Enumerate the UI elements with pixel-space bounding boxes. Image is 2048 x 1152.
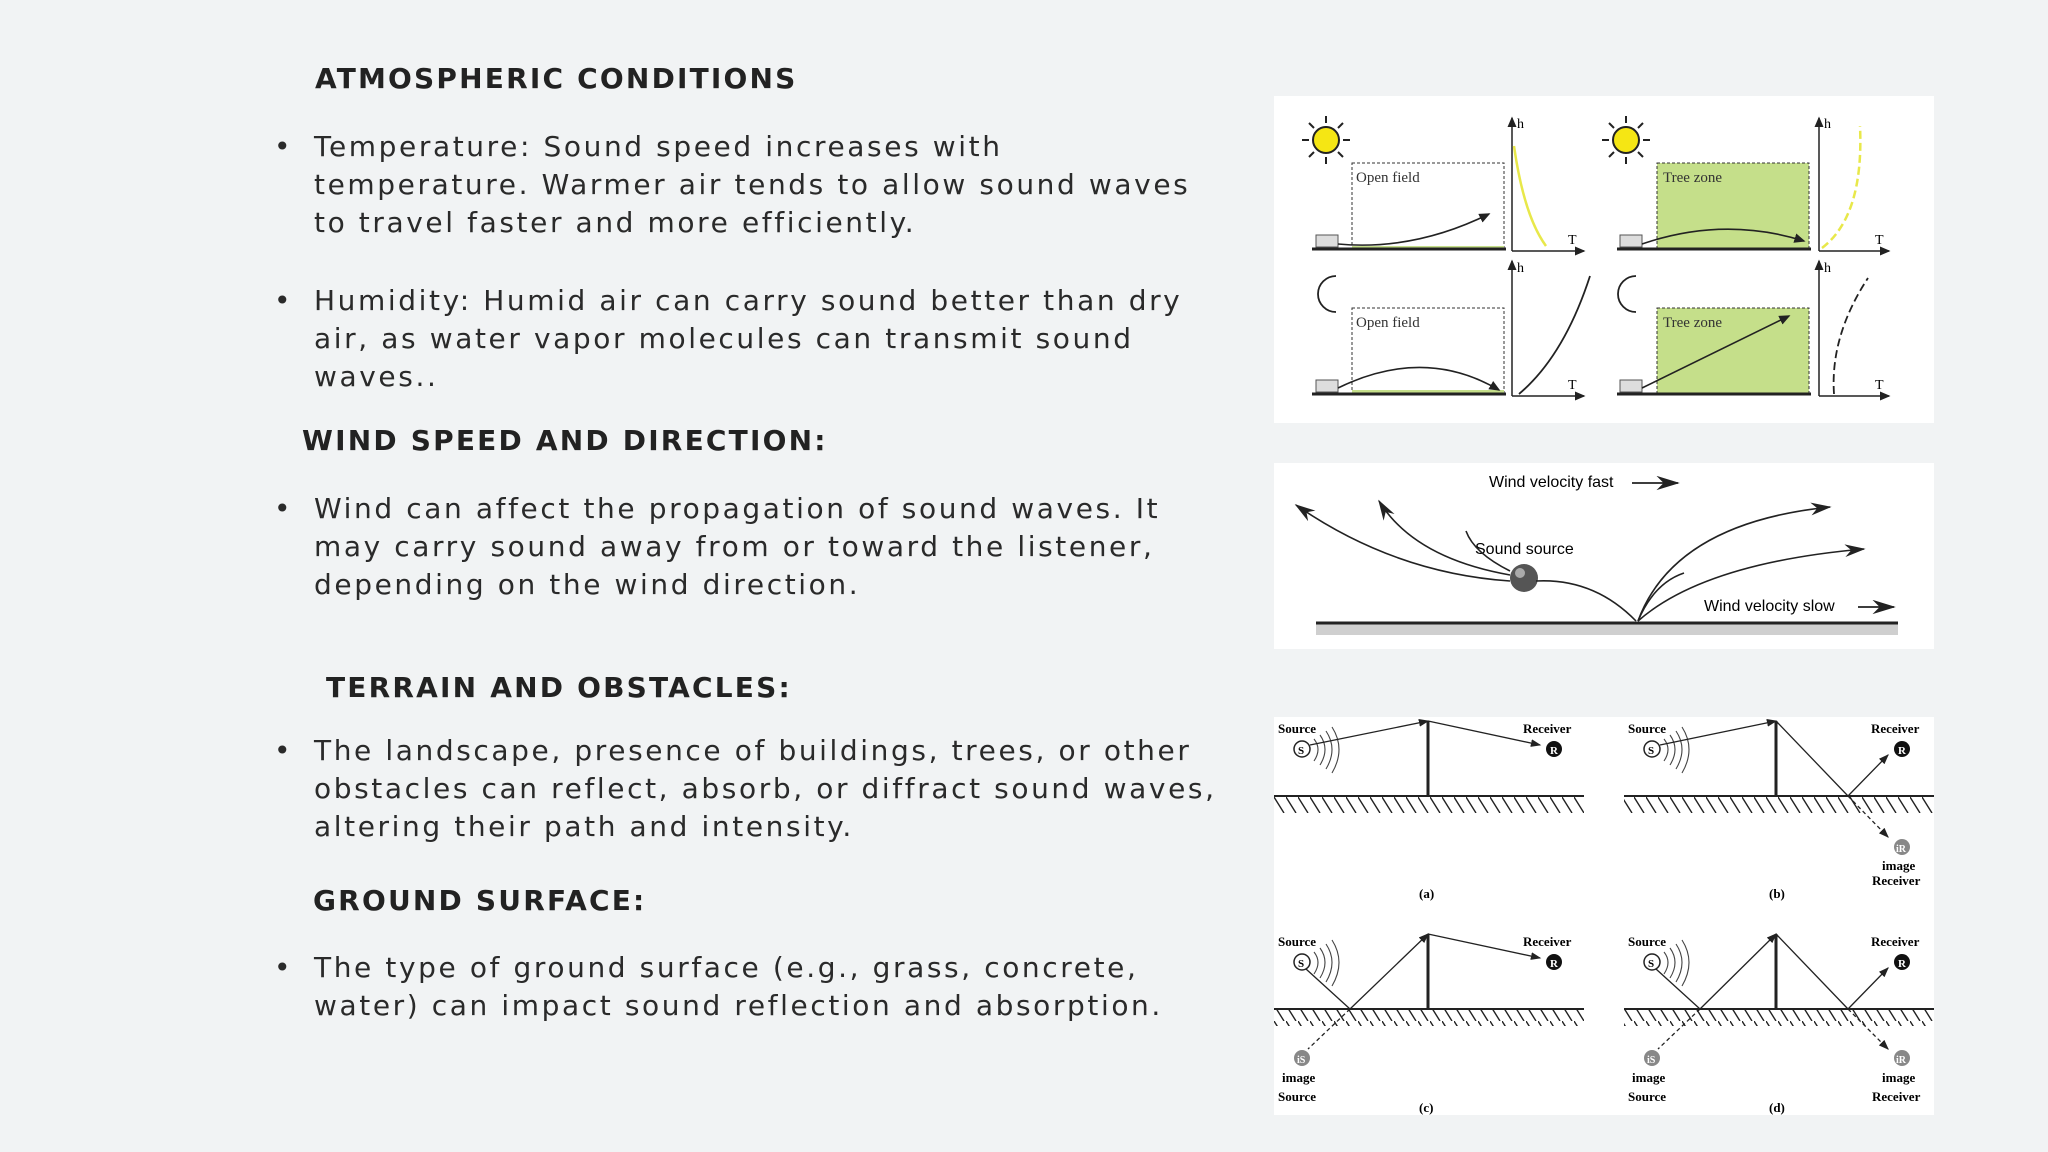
axis-t: T xyxy=(1568,378,1577,393)
source-letter: S xyxy=(1648,958,1655,970)
panel-label-c: (c) xyxy=(1419,1100,1434,1115)
ground-strip xyxy=(1316,623,1898,635)
panel-c xyxy=(1274,934,1584,1115)
label-image: image xyxy=(1882,858,1916,873)
panel-label-d: (d) xyxy=(1769,1100,1785,1115)
bullet-text: Wind can affect the propagation of sound waves. It may carry sound away from or toward the listener, depending on the wind direction. xyxy=(314,492,1161,601)
source-letter: S xyxy=(1648,745,1655,757)
sun-icon xyxy=(1302,116,1350,164)
panel-label-a: (a) xyxy=(1419,886,1435,901)
figure-wind-velocity xyxy=(1274,463,1934,649)
panel-d xyxy=(1624,934,1934,1115)
wind-velocity-svg xyxy=(1274,463,1934,649)
bullet-terrain xyxy=(274,732,1228,846)
label-source: Source xyxy=(1278,934,1317,949)
label-receiver: Receiver xyxy=(1523,721,1572,736)
figure-temperature-profiles xyxy=(1274,96,1934,423)
label-image: image xyxy=(1632,1070,1666,1085)
label-open-field: Open field xyxy=(1356,170,1420,186)
heading-atmospheric-conditions: ATMOSPHERIC CONDITIONS xyxy=(315,62,798,95)
moon-icon xyxy=(1618,276,1636,312)
label-wind-fast: Wind velocity fast xyxy=(1489,474,1614,491)
bullet-text: The type of ground surface (e.g., grass, concrete, water) can impact sound reflection and absorption. xyxy=(314,951,1163,1022)
moon-icon xyxy=(1318,276,1336,312)
car-icon xyxy=(1316,380,1338,392)
image-source-letter: iS xyxy=(1297,1055,1306,1066)
label-image: image xyxy=(1282,1070,1316,1085)
panel-day-tree-zone xyxy=(1602,116,1889,251)
label-receiver: Receiver xyxy=(1871,721,1920,736)
heading-wind-speed-direction: WIND SPEED AND DIRECTION: xyxy=(302,424,828,457)
bullet-dot: • xyxy=(274,284,294,317)
label-source: Source xyxy=(1278,1089,1317,1104)
panel-b xyxy=(1624,721,1934,901)
label-wind-slow: Wind velocity slow xyxy=(1704,598,1835,615)
bullet-text: Humidity: Humid air can carry sound better than dry air, as water vapor molecules can transmit sound waves.. xyxy=(314,284,1183,393)
bullet-temperature xyxy=(274,128,1228,242)
label-image: image xyxy=(1882,1070,1916,1085)
label-receiver: Receiver xyxy=(1872,873,1921,888)
car-icon xyxy=(1620,380,1642,392)
receiver-letter: R xyxy=(1550,745,1558,757)
axis-h: h xyxy=(1517,117,1524,132)
bullet-humidity xyxy=(274,282,1228,396)
label-sound-source: Sound source xyxy=(1475,541,1574,558)
label-receiver: Receiver xyxy=(1871,934,1920,949)
panel-day-open-field xyxy=(1302,116,1584,251)
temperature-profiles-svg xyxy=(1274,96,1934,423)
bullet-dot: • xyxy=(274,130,294,163)
axis-h: h xyxy=(1517,261,1524,276)
image-receiver-letter: iR xyxy=(1896,1055,1906,1066)
axis-t: T xyxy=(1875,233,1884,248)
axis-h: h xyxy=(1824,117,1831,132)
heading-ground-surface: GROUND SURFACE: xyxy=(313,884,647,917)
bullet-ground xyxy=(274,949,1228,1025)
image-receiver-letter: iR xyxy=(1896,844,1906,855)
bullet-text: Temperature: Sound speed increases with temperature. Warmer air tends to allow sound waves to travel faster and more efficiently. xyxy=(314,130,1191,239)
sun-icon xyxy=(1602,116,1650,164)
bullet-dot: • xyxy=(274,951,294,984)
label-receiver: Receiver xyxy=(1872,1089,1921,1104)
sound-source-icon xyxy=(1510,564,1538,592)
label-tree-zone: Tree zone xyxy=(1663,315,1723,331)
figure-barrier-reflections xyxy=(1274,717,1934,1115)
label-tree-zone: Tree zone xyxy=(1663,170,1723,186)
label-open-field: Open field xyxy=(1356,315,1420,331)
panel-night-tree-zone xyxy=(1617,261,1889,396)
label-source: Source xyxy=(1628,721,1667,736)
bullet-dot: • xyxy=(274,492,294,525)
image-source-letter: iS xyxy=(1647,1055,1656,1066)
bullet-dot: • xyxy=(274,734,294,767)
receiver-letter: R xyxy=(1898,958,1906,970)
label-source: Source xyxy=(1628,1089,1667,1104)
heading-terrain-obstacles: TERRAIN AND OBSTACLES: xyxy=(326,671,792,704)
car-icon xyxy=(1316,235,1338,247)
car-icon xyxy=(1620,235,1642,247)
axis-h: h xyxy=(1824,261,1831,276)
source-letter: S xyxy=(1298,745,1305,757)
receiver-letter: R xyxy=(1898,745,1906,757)
axis-t: T xyxy=(1568,233,1577,248)
bullet-text: The landscape, presence of buildings, trees, or other obstacles can reflect, absorb, or diffract sound waves, altering their path and intensity. xyxy=(314,734,1217,843)
axis-t: T xyxy=(1875,378,1884,393)
panel-a xyxy=(1274,721,1584,901)
source-letter: S xyxy=(1298,958,1305,970)
panel-label-b: (b) xyxy=(1769,886,1785,901)
label-receiver: Receiver xyxy=(1523,934,1572,949)
bullet-wind xyxy=(274,490,1228,604)
label-source: Source xyxy=(1628,934,1667,949)
barrier-reflections-svg xyxy=(1274,717,1934,1115)
label-source: Source xyxy=(1278,721,1317,736)
receiver-letter: R xyxy=(1550,958,1558,970)
panel-night-open-field xyxy=(1312,261,1590,396)
